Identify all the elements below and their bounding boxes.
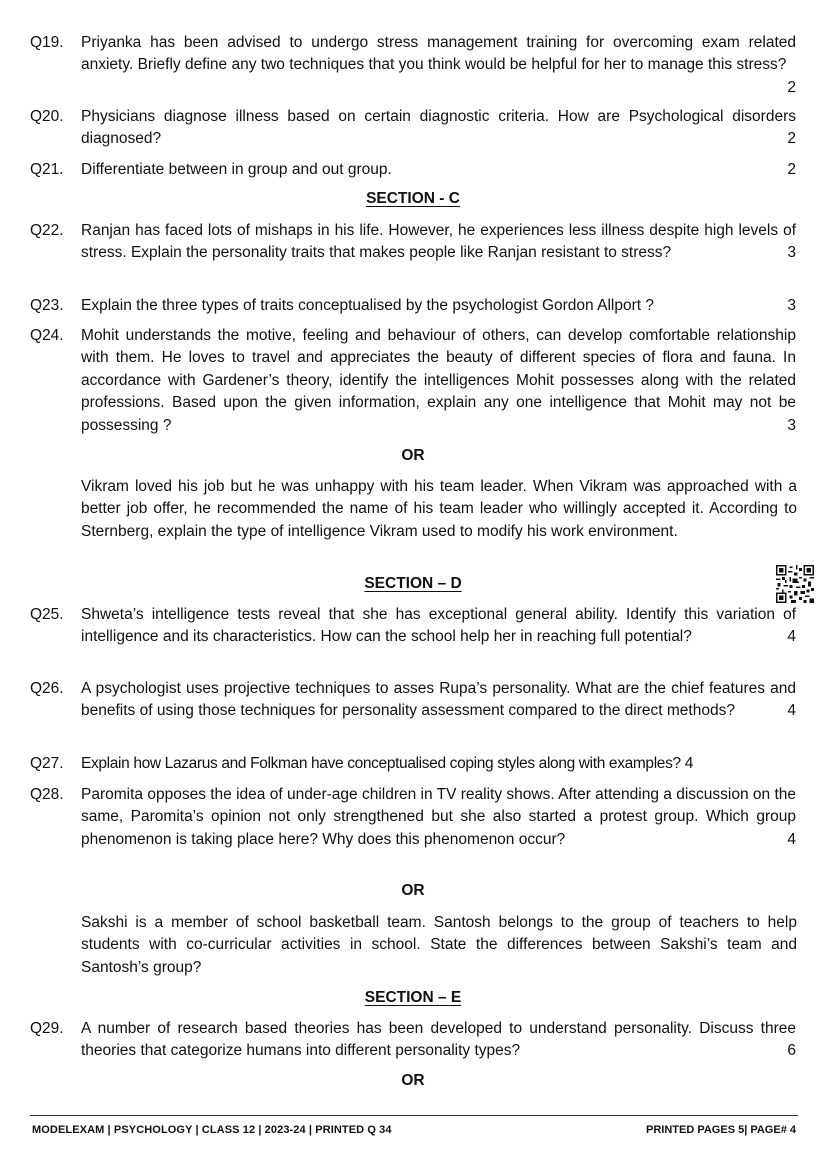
question-21	[30, 159, 796, 181]
question-marks: 2	[787, 130, 796, 148]
question-text: A number of research based theories has been developed to understand personality. Discuss three theories that categorize humans into different personality types?	[81, 1020, 796, 1060]
footer-divider	[30, 1115, 798, 1116]
question-marks: 2	[787, 78, 796, 96]
question-marks: 3	[787, 416, 796, 434]
question-text: Mohit understands the motive, feeling and behaviour of others, can develop comfortable relationship with them. He loves to travel and appreciates the beauty of different species of flora and fauna. In accordance with Gardener’s theory, identify the intelligences Mohit possesses along with the related professions. Based upon the given information, explain any one intelligence that Mohit may not be possessing ?	[81, 327, 796, 434]
footer-exam-info: MODELEXAM | PSYCHOLOGY | CLASS 12 | 2023-24 | PRINTED Q 34	[32, 1124, 392, 1136]
question-text: Explain the three types of traits conceptualised by the psychologist Gordon Allport ?	[81, 297, 654, 314]
question-text: Paromita opposes the idea of under-age children in TV reality shows. After attending a discussion on the same, Paromita’s opinion not only strengthened but she also started a protest group. Which group phenomenon is taking place here? Why does this phenomenon occur?	[81, 786, 796, 848]
question-marks: 3	[787, 297, 796, 314]
question-22	[30, 220, 796, 265]
question-text: Shweta’s intelligence tests reveal that she has exceptional general ability. Identify this variation of intelligence and its characteristics. How can the school help her in reaching full potential?	[81, 606, 796, 646]
or-label: OR	[401, 882, 425, 899]
question-24	[30, 325, 796, 437]
section-c-heading: SECTION - C	[366, 190, 460, 207]
question-26	[30, 678, 796, 723]
question-23	[30, 295, 796, 317]
question-number: Q25.	[30, 606, 64, 623]
question-text: Priyanka has been advised to undergo stress management training for overcoming exam related anxiety. Briefly define any two techniques that you think would be helpful for her to manage this stress?	[81, 34, 796, 74]
question-text: Physicians diagnose illness based on certain diagnostic criteria. How are Psychological disorders diagnosed?	[81, 108, 796, 148]
question-text: A psychologist uses projective techniques to asses Rupa’s personality. What are the chief features and benefits of using those techniques for personality assessment compared to the direct methods?	[81, 680, 796, 720]
question-number: Q28.	[30, 786, 64, 803]
question-28	[30, 784, 796, 851]
question-number: Q23.	[30, 297, 64, 314]
q28-alternative: Sakshi is a member of school basketball team. Santosh belongs to the group of teachers to help students with co-curricular activities in school. State the differences between Sakshi’s team and Santosh’s group?	[81, 914, 797, 976]
question-marks: 3	[787, 244, 796, 262]
question-number: Q27.	[30, 755, 64, 772]
question-25	[30, 604, 796, 649]
question-number: Q21.	[30, 161, 64, 178]
question-marks: 4	[684, 755, 693, 772]
question-marks: 6	[787, 1042, 796, 1060]
question-number: Q24.	[30, 327, 64, 344]
question-text: Ranjan has faced lots of mishaps in his life. However, he experiences less illness despite high levels of stress. Explain the personality traits that makes people like Ranjan resistant to stress?	[81, 222, 796, 262]
question-marks: 4	[787, 702, 796, 720]
footer-page-info: PRINTED PAGES 5| PAGE# 4	[646, 1124, 796, 1136]
or-label: OR	[401, 447, 425, 464]
question-marks: 4	[787, 830, 796, 848]
question-number: Q19.	[30, 34, 64, 51]
or-label: OR	[401, 1072, 425, 1089]
question-number: Q22.	[30, 222, 64, 239]
question-19	[30, 32, 796, 99]
q24-alternative: Vikram loved his job but he was unhappy with his team leader. When Vikram was approached with a better job offer, he recommended the name of his team leader who willingly accepted it. According to Sternberg, explain the type of intelligence Vikram used to modify his work environment.	[81, 478, 797, 540]
section-e-heading: SECTION – E	[364, 989, 462, 1006]
question-marks: 2	[787, 161, 796, 178]
question-29	[30, 1018, 796, 1063]
question-text: Explain how Lazarus and Folkman have conceptualised coping styles along with examples?	[81, 755, 681, 772]
question-number: Q29.	[30, 1020, 64, 1037]
question-number: Q20.	[30, 108, 64, 125]
question-text: Differentiate between in group and out group.	[81, 161, 392, 178]
question-20	[30, 106, 796, 151]
question-number: Q26.	[30, 680, 64, 697]
section-d-heading: SECTION – D	[364, 575, 462, 592]
question-27	[30, 753, 796, 775]
qr-code-icon	[776, 565, 814, 603]
question-marks: 4	[787, 628, 796, 646]
